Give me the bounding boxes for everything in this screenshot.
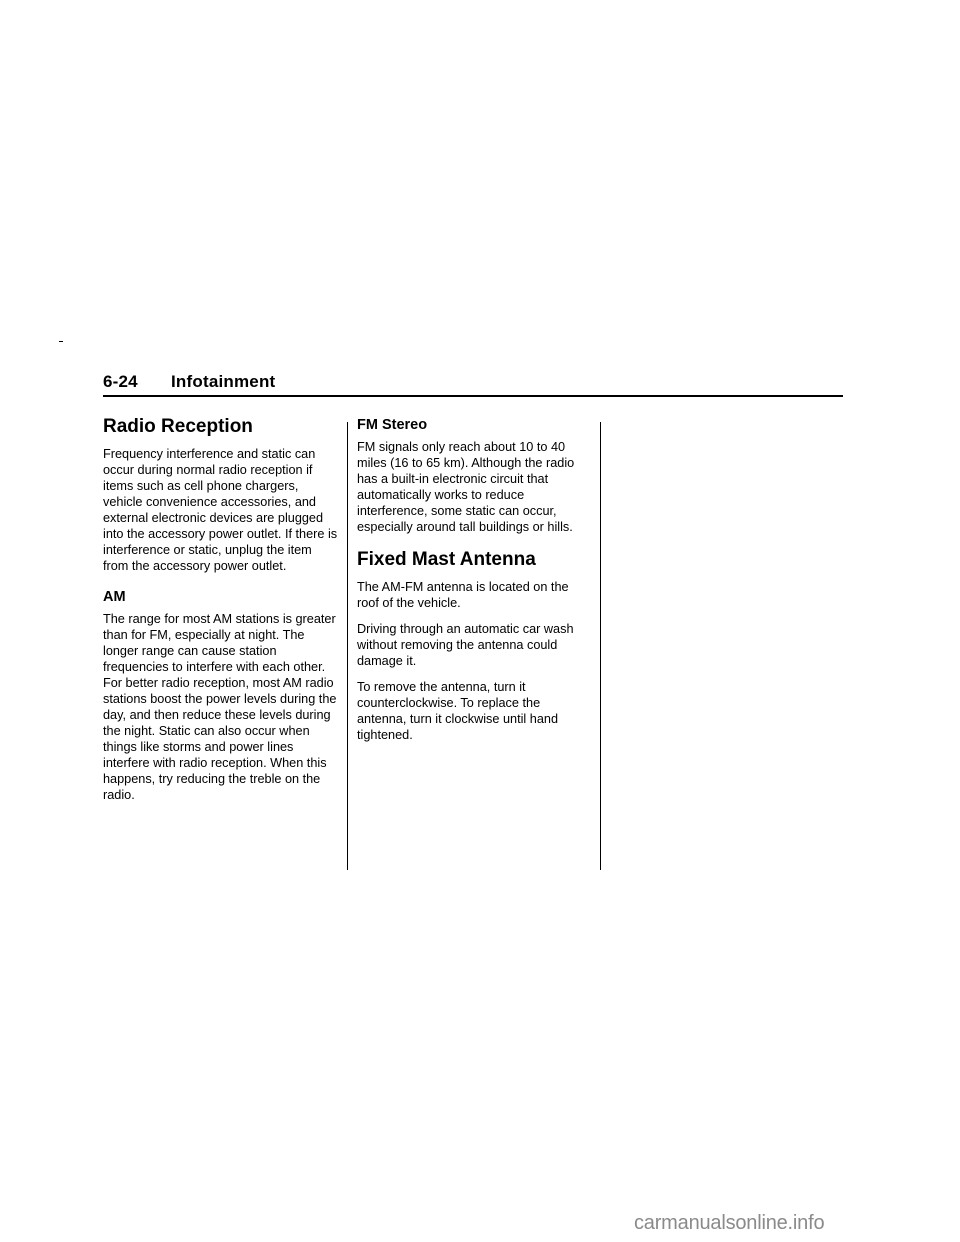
right-column [357, 416, 589, 753]
am-heading: AM [103, 589, 126, 605]
section-title: Infotainment [171, 372, 276, 391]
fixed-mast-antenna-heading: Fixed Mast Antenna [357, 549, 536, 570]
column-divider-left [347, 422, 348, 870]
left-column [103, 416, 339, 813]
page-header [103, 372, 843, 396]
column-divider-right [600, 422, 601, 870]
antenna-location-paragraph: The AM-FM antenna is located on the roof of the vehicle. [357, 580, 569, 610]
am-body: The range for most AM stations is greater than for FM, especially at night. The longer range can cause station frequencies to interfere with each other. For better radio reception, most AM radio stations boost the power levels during the day, and then reduce these levels during the night. Static can also occur when things like storms and power lines interfere with radio reception. When this happens, try reducing the treble on the radio. [103, 612, 337, 802]
fm-stereo-body: FM signals only reach about 10 to 40 miles (16 to 65 km). Although the radio has a built-in electronic circuit that automatically works to reduce interference, some static can occur, especially around tall buildings or hills. [357, 440, 575, 534]
radio-reception-body: Frequency interference and static can occur during normal radio reception if items such as cell phone chargers, vehicle convenience accessories, and external electronic devices are plugged into the accessory power outlet. If there is interference or static, unplug the item from the accessory power outlet. [103, 447, 338, 573]
radio-reception-heading: Radio Reception [103, 416, 253, 437]
remove-antenna-paragraph: To remove the antenna, turn it counterclockwise. To replace the antenna, turn it clockwise until hand tightened. [357, 680, 559, 742]
page-number: 6-24 [103, 372, 138, 391]
corner-mark [59, 341, 63, 342]
car-wash-paragraph: Driving through an automatic car wash without removing the antenna could damage it. [357, 622, 574, 668]
header-rule [103, 395, 843, 397]
watermark: carmanualsonline.info [634, 1212, 825, 1234]
fm-stereo-heading: FM Stereo [357, 417, 428, 433]
